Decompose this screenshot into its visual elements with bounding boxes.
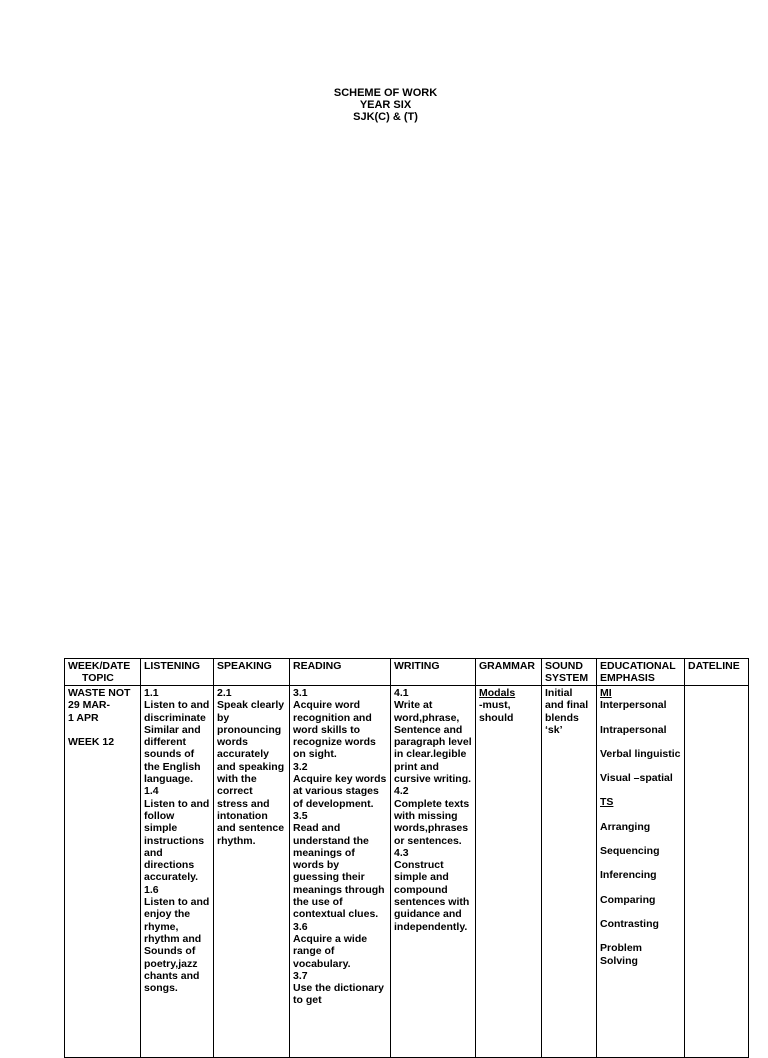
header-educational-label: EDUCATIONAL <box>600 660 676 672</box>
reading-text-4: Acquire a wide range of vocabulary. <box>293 932 368 970</box>
week-date-start: 29 MAR- <box>68 699 111 712</box>
header-system-label: SYSTEM <box>545 672 589 685</box>
writing-code-2: 4.2 <box>394 785 409 798</box>
reading-text-3: Read and understand the meanings of words by guessing their meanings through the use of contextual clues. <box>293 822 385 921</box>
sound-blend: ‘sk’ <box>545 723 563 736</box>
header-writing: WRITING <box>391 659 476 686</box>
ts-title: TS <box>600 796 614 809</box>
listening-code-2: 1.4 <box>144 785 159 798</box>
listening-text-3: Listen to and enjoy the rhyme, rhythm and Sounds of poetry,jazz chants and songs. <box>144 896 210 995</box>
week-date-end: 1 APR <box>68 711 99 724</box>
header-reading: READING <box>290 659 391 686</box>
reading-code-5: 3.7 <box>293 969 308 982</box>
grammar-title: Modals <box>479 687 516 699</box>
header-topic-label: TOPIC <box>82 672 114 685</box>
header-year: YEAR SIX <box>359 99 412 111</box>
header-grammar: GRAMMAR <box>476 659 542 686</box>
scheme-table <box>64 658 749 1058</box>
sound-text: Initial and final blends <box>545 687 589 724</box>
ts-item-4: Comparing <box>600 893 656 906</box>
listening-code-1: 1.1 <box>144 687 159 699</box>
cell-speaking <box>214 686 290 1058</box>
writing-text-3: Construct simple and compound sentences with guidance and independently. <box>394 859 470 933</box>
grammar-line-1: -must, <box>479 699 511 712</box>
header-sound-system <box>542 659 597 686</box>
reading-code-2: 3.2 <box>293 760 308 773</box>
week-number: WEEK 12 <box>68 735 115 748</box>
reading-code-1: 3.1 <box>293 687 308 699</box>
mi-title: MI <box>600 687 612 699</box>
ts-item-5: Contrasting <box>600 917 659 930</box>
header-speaking: SPEAKING <box>214 659 290 686</box>
speaking-text-1: Speak clearly by pronouncing words accurately and speaking with the correct stress and intonation and sentence rhythm. <box>217 699 285 847</box>
reading-text-1: Acquire word recognition and word skills to recognize words on sight. <box>293 699 376 761</box>
header-week-date <box>65 659 141 686</box>
table-header-row <box>65 659 749 686</box>
header-emphasis-label: EMPHASIS <box>600 672 655 685</box>
cell-reading <box>290 686 391 1058</box>
cell-educational-emphasis <box>597 686 685 1058</box>
writing-text-2: Complete texts with missing words,phrases or sentences. <box>394 797 470 847</box>
document-header <box>0 87 768 123</box>
cell-week <box>65 686 141 1058</box>
week-topic: WASTE NOT <box>68 687 131 699</box>
header-school: SJK(C) & (T) <box>353 111 418 123</box>
listening-text-2: Listen to and follow simple instructions and directions accurately. <box>144 797 210 884</box>
header-dateline: DATELINE <box>685 659 749 686</box>
ts-item-3: Inferencing <box>600 869 657 882</box>
writing-code-3: 4.3 <box>394 846 409 859</box>
header-title: SCHEME OF WORK <box>333 87 438 99</box>
cell-grammar <box>476 686 542 1058</box>
grammar-line-2: should <box>479 711 514 724</box>
ts-item-2: Sequencing <box>600 845 660 858</box>
cell-sound-system <box>542 686 597 1058</box>
cell-listening <box>141 686 214 1058</box>
mi-item-2: Intrapersonal <box>600 723 667 736</box>
speaking-code-1: 2.1 <box>217 687 232 699</box>
listening-code-3: 1.6 <box>144 883 159 896</box>
ts-item-1: Arranging <box>600 820 651 833</box>
header-sound-label: SOUND <box>545 660 583 672</box>
cell-dateline <box>685 686 749 1058</box>
mi-item-4: Visual –spatial <box>600 772 673 785</box>
header-educational-emphasis <box>597 659 685 686</box>
reading-code-4: 3.6 <box>293 920 308 933</box>
mi-item-3: Verbal linguistic <box>600 747 681 760</box>
writing-text-1: Write at word,phrase, Sentence and paragraph level in clear.legible print and cursive writing. <box>394 699 472 786</box>
table-row <box>65 686 749 1058</box>
header-listening: LISTENING <box>141 659 214 686</box>
mi-item-1: Interpersonal <box>600 699 667 712</box>
reading-code-3: 3.5 <box>293 809 308 822</box>
cell-writing <box>391 686 476 1058</box>
writing-code-1: 4.1 <box>394 687 409 699</box>
header-week-date-label: WEEK/DATE <box>68 660 131 672</box>
ts-item-6: Problem Solving <box>600 942 643 967</box>
listening-text-1: Listen to and discriminate Similar and different sounds of the English language. <box>144 699 210 786</box>
reading-text-5: Use the dictionary to get <box>293 982 385 1007</box>
reading-text-2: Acquire key words at various stages of development. <box>293 773 387 810</box>
